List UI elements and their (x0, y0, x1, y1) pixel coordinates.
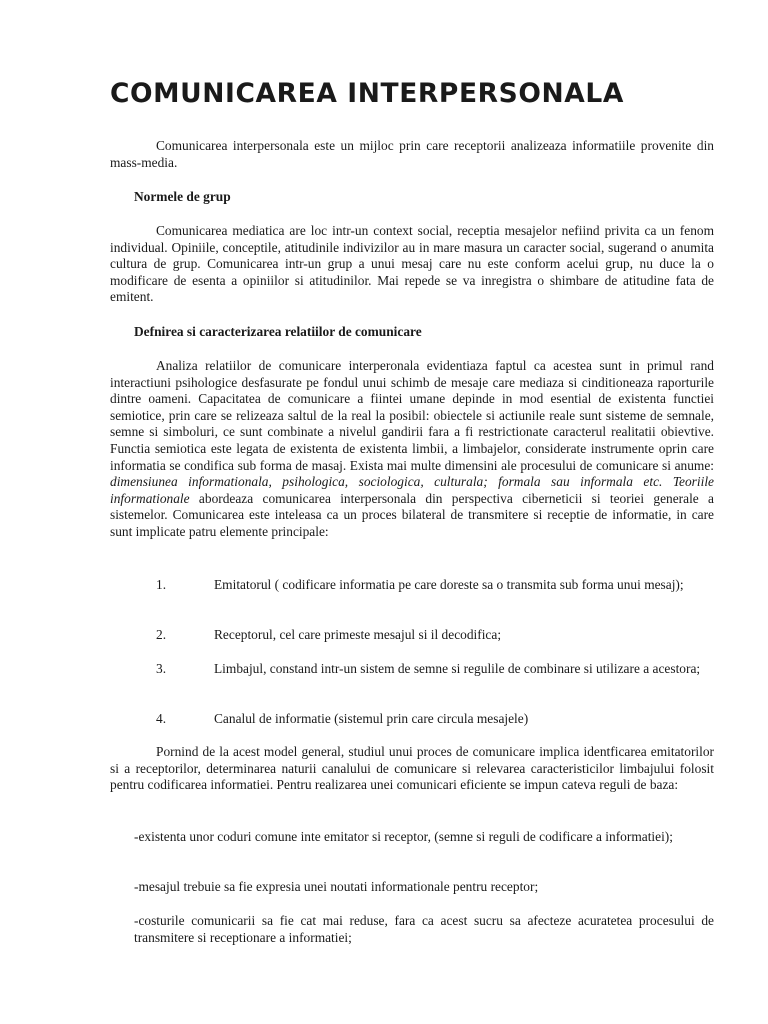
section1-paragraph: Comunicarea mediatica are loc intr-un context social, receptia mesajelor nefiind privita ca un fenom individual. Opiniile, conceptile, atitudinile indivizilor au in mare masura un caracter social, sugerand o anumita cultura de grup. Comunicarea intr-un grup a unui mesaj care nu este conform acelui grup, nu duce la o modificare de esenta a opiniilor si atitudinilor. Mai repede se va inregistra o shimbare de atitudine fata de emitent. (110, 223, 714, 305)
section2-text-part1: Analiza relatiilor de comunicare interperonala evidentiaza faptul ca acestea sunt in primul rand interactiuni psihologice desfasurate pe fondul unui schimb de mesaje care mediaza si cinditioneaza raporturile dintre oameni. Capacitatea de comunicare a fiintei umane depinde in mod esential de existenta functiei semiotice, prin care se relizeaza saltul de la real la posibil: obiectele si actiunile reale sunt sisteme de semnale, semne si simboluri, ce sunt combinate a nivelul gandirii fara a fi restrictionate caracterul realitatii obievtive. Functia semiotica este legata de existenta de existenta limbii, a limbajelor, considerate instrumente oprin care informatia se condifica sub forma de masaj. Exista mai multe dimensini ale procesului de comunicare si anume: (110, 358, 714, 473)
intro-paragraph: Comunicarea interpersonala este un mijloc prin care receptorii analizeaza informatiile provenite din mass-media. (110, 138, 714, 170)
list-item-text: Limbajul, constand intr-un sistem de semne si regulile de combinare si utilizare a acestora; (214, 661, 701, 676)
list-item-number: 2. (156, 627, 167, 642)
rule-item: -mesajul trebuie sa fie expresia unei noutati informationale pentru receptor; (134, 879, 539, 894)
list-item-number: 3. (156, 661, 167, 676)
list-item-number: 1. (156, 577, 167, 592)
section2-text-part2: abordeaza comunicarea interpersonala din perspectiva ciberneticii si teoriei generale a sistemelor. Comunicarea este inteleasa ca un proces bilateral de transmitere si receptie de informatie, in care sunt implicate patru elemente principale: (110, 490, 714, 539)
rule-item: -existenta unor coduri comune inte emitator si receptor, (semne si reguli de codificare a informatiei); (134, 829, 673, 844)
rule-item: -costurile comunicarii sa fie cat mai reduse, fara ca acest sucru sa afecteze acuratetea procesului de transmitere si receptionare a informatiei; (134, 913, 714, 945)
list-item-text: Emitatorul ( codificare informatia pe care doreste sa o transmita sub forma unui mesaj); (214, 577, 684, 592)
section2-paragraph (110, 358, 714, 541)
section2-italic-dimensions: dimensiunea informationala, psihologica, sociologica, culturala; formala sau informala etc. Teoriile informationale (110, 474, 714, 506)
list-item (134, 577, 714, 594)
section-heading-normele-de-grup: Normele de grup (134, 189, 231, 204)
list-item-text: Canalul de informatie (sistemul prin care circula mesajele) (214, 711, 529, 726)
list-item-number: 4. (156, 711, 167, 726)
document-title: COMUNICAREA INTERPERSONALA (110, 78, 624, 109)
section-heading-relatii-comunicare: Defnirea si caracterizarea relatiilor de comunicare (134, 324, 422, 339)
list-item-text: Receptorul, cel care primeste mesajul si il decodifica; (214, 627, 502, 642)
list-item (134, 627, 714, 644)
list-item (134, 711, 714, 728)
section3-paragraph: Pornind de la acest model general, studiul unui proces de comunicare implica identficarea emitatorilor si a receptorilor, determinarea naturii canalului de comunicare si relevarea caracteristicilor limbajului folosit pentru codificarea informatiei. Pentru realizarea unei comunicari eficiente se impun cateva reguli de baza: (110, 744, 714, 793)
list-item (134, 661, 714, 678)
